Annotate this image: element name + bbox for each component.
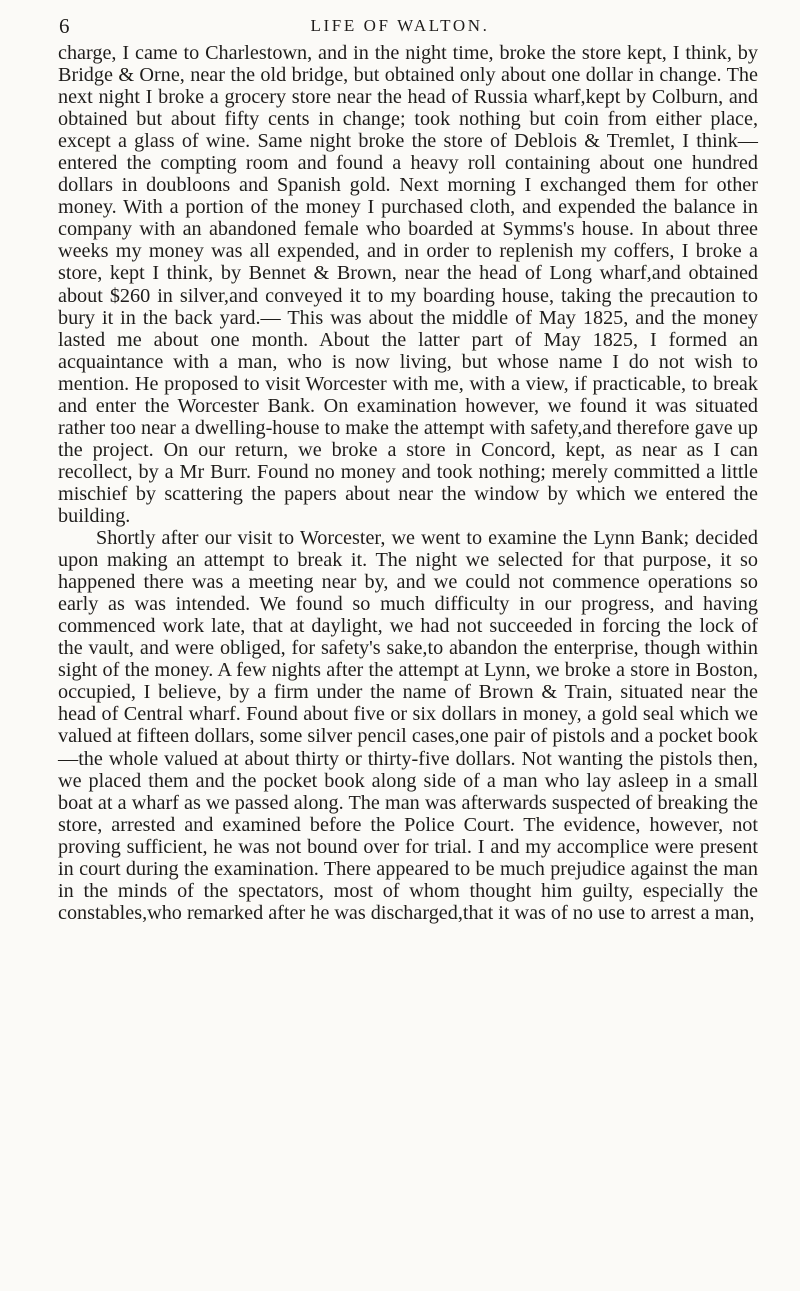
running-title: LIFE OF WALTON. xyxy=(310,16,490,35)
page-number: 6 xyxy=(59,14,70,38)
paragraph-lynn-bank: Shortly after our visit to Worcester, we went to examine the Lynn Bank; decided upon making an attempt to break it. The night we selected for that purpose, it so happened there was a meeting near by, and we could not commence operations so early as was intended. We found so much difficulty in our progress, and having commenced work late, that at daylight, we had not succeeded in forcing the lock of the vault, and were obliged, for safety's sake,to abandon the enterprise, though within sight of the money. A few nights after the attempt at Lynn, we broke a store in Boston, occupied, I believe, by a firm under the name of Brown & Train, situated near the head of Central wharf. Found about five or six dollars in money, a gold seal which we valued at fifteen dollars, some silver pencil cases,one pair of pistols and a pocket book—the whole valued at about thirty or thirty-five dollars. Not wanting the pistols then, we placed them and the pocket book along side of a man who lay asleep in a small boat at a wharf as we passed along. The man was afterwards suspected of breaking the store, arrested and examined before the Police Court. The evidence, however, not proving sufficient, he was not bound over for trial. I and my accomplice were present in court during the examination. There appeared to be much prejudice against the man in the minds of the spectators, most of whom thought him guilty, especially the constables,who remarked after he was discharged,that it was of no use to arrest a man, xyxy=(58,527,758,924)
running-head xyxy=(0,10,800,40)
body-text xyxy=(58,42,758,924)
paragraph-continued: charge, I came to Charlestown, and in the night time, broke the store kept, I think, by Bridge & Orne, near the old bridge, but obtained only about one dollar in change. The next night I broke a grocery store near the head of Russia wharf,kept by Colburn, and obtained but about fifty cents in change; took nothing but coin from either place, except a glass of wine. Same night broke the store of Deblois & Tremlet, I think—entered the compting room and found a heavy roll containing about one hundred dollars in doubloons and Spanish gold. Next morning I exchanged them for other money. With a portion of the money I purchased cloth, and expended the balance in company with an abandoned female who boarded at Symms's house. In about three weeks my money was all expended, and in order to replenish my coffers, I broke a store, kept I think, by Bennet & Brown, near the head of Long wharf,and obtained about $260 in silver,and conveyed it to my boarding house, taking the precaution to bury it in the back yard.— This was about the middle of May 1825, and the money lasted me about one month. About the latter part of May 1825, I formed an acquaintance with a man, who is now living, but whose name I do not wish to mention. He proposed to visit Worcester with me, with a view, if practicable, to break and enter the Worcester Bank. On examination however, we found it was situated rather too near a dwelling-house to make the attempt with safety,and therefore gave up the project. On our return, we broke a store in Concord, kept, as near as I can recollect, by a Mr Burr. Found no money and took nothing; merely committed a little mischief by scattering the papers about near the window by which we entered the building. xyxy=(58,42,758,527)
